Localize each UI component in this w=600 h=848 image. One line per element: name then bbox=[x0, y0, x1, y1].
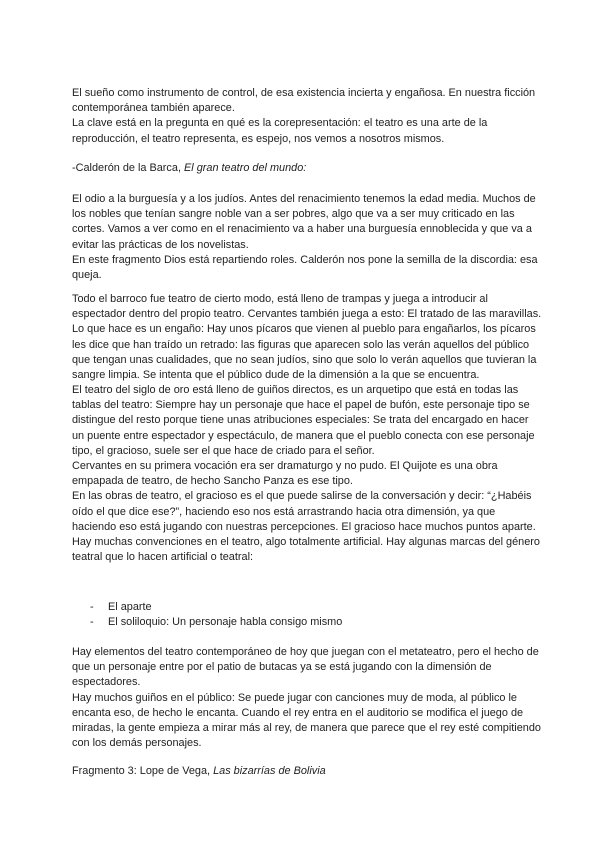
paragraph-line: En este fragmento Dios está repartiendo roles. Calderón nos pone la semilla de la discordia: esa queja. bbox=[72, 253, 538, 282]
paragraph-line: El teatro del siglo de oro está lleno de guiños directos, es un arquetipo que está en todas las tablas del teatro: Siempre hay un personaje que hace el papel de bufón, este personaje tipo se distingue del resto porque tiene unas atribuciones especiales: Se trata del encargado en hacer un puente entre espectador y espectáculo, de manera que el pueblo conecta con ese personaje tipo, el gracioso, suele ser el que hace de criado para el señor. bbox=[72, 384, 535, 457]
paragraph-hatred bbox=[72, 192, 542, 283]
list-item bbox=[90, 615, 530, 630]
list-item bbox=[90, 600, 530, 615]
paragraph-line: El sueño como instrumento de control, de esa existencia incierta y engañosa. En nuestra ficción contemporánea también aparece. bbox=[72, 87, 536, 115]
paragraph-line: La clave está en la pregunta en qué es la corepresentación: el teatro es una arte de la reproducción, el teatro representa, es espejo, nos vemos a nosotros mismos. bbox=[72, 117, 488, 145]
paragraph-golden-age bbox=[72, 383, 542, 565]
heading-lope bbox=[72, 764, 542, 779]
paragraph-line: Cervantes en su primera vocación era ser dramaturgo y no pudo. El Quijote es una obra empapada de teatro, de hecho Sancho Panza es ese tipo. bbox=[72, 460, 498, 488]
paragraph-line: Hay muchas convenciones en el teatro, algo totalmente artificial. Hay algunas marcas del género teatral que lo hacen artificial o teatral: bbox=[72, 536, 540, 564]
list-bullet: - bbox=[90, 601, 94, 613]
list-bullet: - bbox=[90, 616, 94, 629]
paragraph-line: Hay elementos del teatro contemporáneo de hoy que juegan con el metateatro, pero el hecho de que un personaje entre por el patio de butacas ya se está jugando con la dimensión de espectadores. bbox=[72, 646, 539, 689]
paragraph-line: En las obras de teatro, el gracioso es el que puede salirse de la conversación y decir: “¿Habéis oído el que dice ese?”, haciendo eso nos está arrastrando hacia otra dimensión, ya que haciendo eso está jugando con nuestras percepciones. El gracioso hace muchos puntos aparte. bbox=[72, 490, 536, 533]
list-item-text: El aparte bbox=[108, 601, 152, 613]
conventions-list bbox=[90, 600, 530, 630]
paragraph-dream bbox=[72, 86, 542, 147]
list-item-text: El soliloquio: Un personaje habla consigo mismo bbox=[108, 616, 343, 629]
heading-prefix: -Calderón de la Barca, bbox=[72, 162, 184, 174]
paragraph-metatheatre bbox=[72, 645, 542, 751]
paragraph-baroque bbox=[72, 292, 542, 383]
paragraph-line: El odio a la burguesía y a los judíos. Antes del renacimiento tenemos la edad media. Muchos de los nobles que tenían sangre noble van a ser pobres, algo que va a ser muy criticado en las cortes. Vamos a ver como en el renacimiento va a haber una burguesía ennoblecida y que va a evitar las prácticas de los novelistas. bbox=[72, 193, 536, 251]
heading-title: El gran teatro del mundo: bbox=[184, 162, 307, 174]
heading-prefix: Fragmento 3: Lope de Vega, bbox=[72, 765, 214, 777]
paragraph-line: Todo el barroco fue teatro de cierto modo, está lleno de trampas y juega a introducir al espectador dentro del propio teatro. Cervantes también juega a esto: El tratado de las maravillas. Lo que hace es un engaño: Hay unos pícaros que vienen al pueblo para engañarlos, los pícaros les dice que han traído un retrado: las figuras que aparecen solo las verán aquellos del público que tengan unas cualidades, que no sean judíos, sino que solo lo verán aquellos que tuvieran la sangre limpia. Se intenta que el público dude de la dimensión a la que se encuentra. bbox=[72, 293, 542, 382]
heading-title: Las bizarrías de Bolivia bbox=[213, 765, 326, 777]
heading-calderon bbox=[72, 161, 542, 176]
paragraph-line: Hay muchos guiños en el público: Se puede jugar con canciones muy de moda, al público le encanta eso, de hecho le encanta. Cuando el rey entra en el auditorio se modifica el juego de miradas, la gente empieza a mirar más al rey, de manera que parece que el rey esté compitiendo con los demás personajes. bbox=[72, 691, 541, 750]
